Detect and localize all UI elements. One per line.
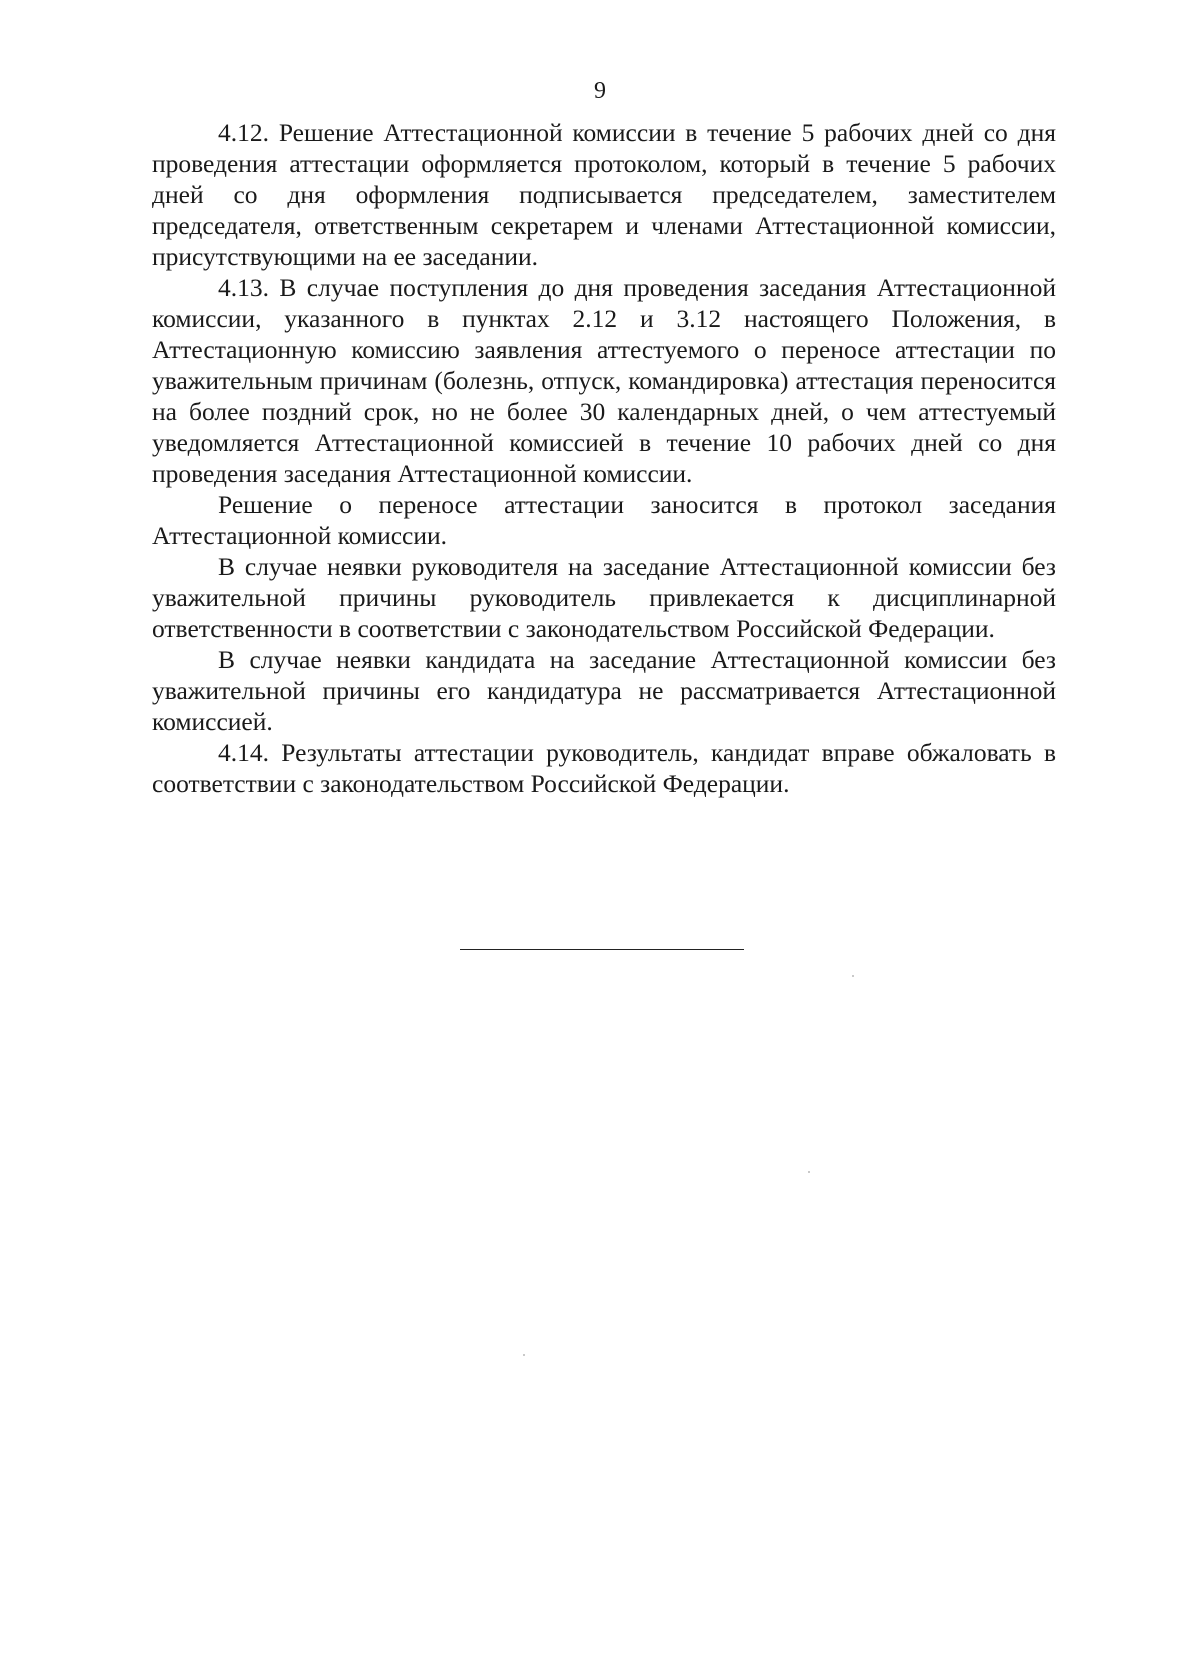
paragraph-4-14: 4.14. Результаты аттестации руководитель, кандидат вправе обжаловать в соответствии с законодательством Российской Федерации. bbox=[152, 738, 1056, 798]
paragraph-4-13: 4.13. В случае поступления до дня проведения заседания Аттестационной комиссии, указанного в пунктах 2.12 и 3.12 настоящего Положения, в Аттестационную комиссию заявления аттестуемого о переносе аттестации по уважительным причинам (болезнь, отпуск, командировка) аттестация переносится на более поздний срок, но не более 30 календарных дней, о чем аттестуемый уведомляется Аттестационной комиссией в течение 10 рабочих дней со дня проведения заседания Аттестационной комиссии. bbox=[152, 273, 1056, 488]
end-of-document-rule bbox=[460, 949, 744, 950]
page-number: 9 bbox=[594, 78, 606, 104]
paragraph-4-12: 4.12. Решение Аттестационной комиссии в течение 5 рабочих дней со дня проведения аттестации оформляется протоколом, который в течение 5 рабочих дней со дня оформления подписывается председателем, заместителем председателя, ответственным секретарем и членами Аттестационной комиссии, присутствующими на ее заседании. bbox=[152, 118, 1056, 271]
paragraph-candidate-absence: В случае неявки кандидата на заседание Аттестационной комиссии без уважительной причины его кандидатура не рассматривается Аттестационной комиссией. bbox=[152, 645, 1056, 736]
scan-speck bbox=[523, 1354, 525, 1356]
document-body bbox=[152, 117, 1056, 799]
paragraph-director-absence: В случае неявки руководителя на заседание Аттестационной комиссии без уважительной причины руководитель привлекается к дисциплинарной ответственности в соответствии с законодательством Российской Федерации. bbox=[152, 552, 1056, 643]
scan-speck bbox=[852, 975, 854, 977]
paragraph-postponement-decision: Решение о переносе аттестации заносится в протокол заседания Аттестационной комиссии. bbox=[152, 490, 1056, 550]
scan-speck bbox=[808, 1171, 810, 1173]
